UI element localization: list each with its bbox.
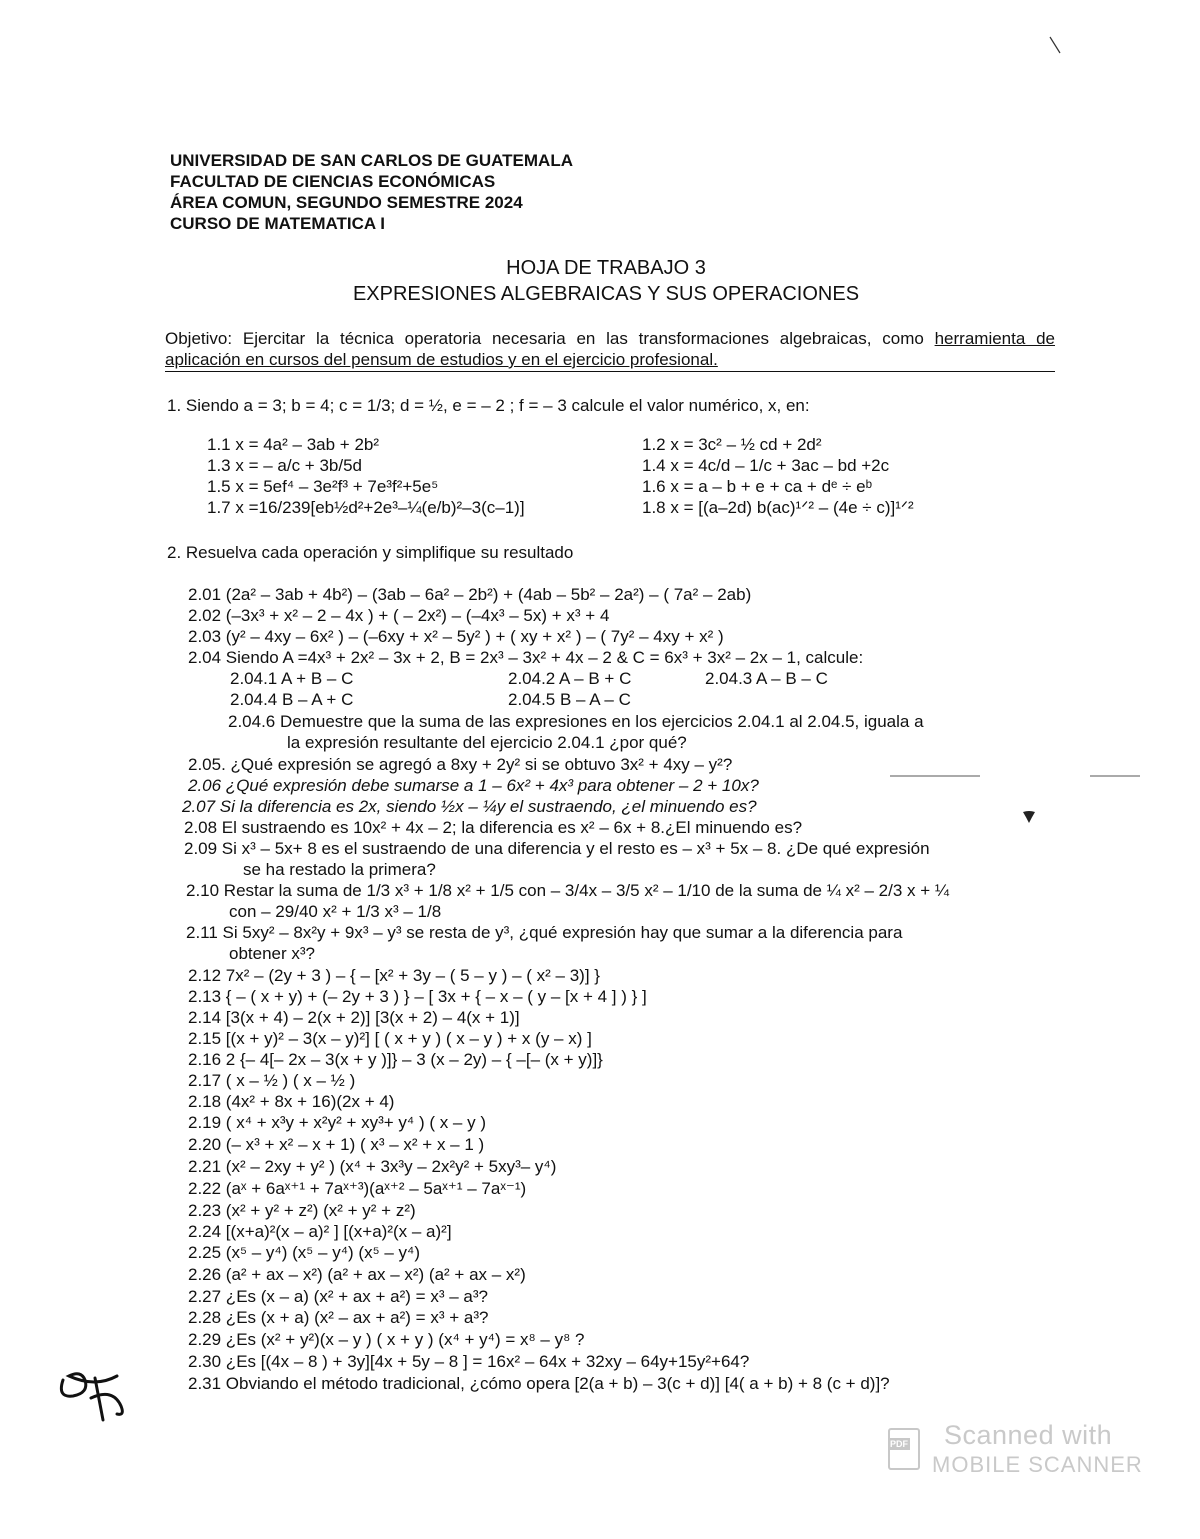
exercise-2-28: 2.28 ¿Es (x + a) (x² – ax + a²) = x³ + a³?: [188, 1308, 489, 1327]
exercise-2-01: 2.01 (2a² – 3ab + 4b²) – (3ab – 6a² – 2b²) + (4ab – 5b² – 2a²) – ( 7a² – 2ab): [188, 585, 752, 604]
exercise-2-04-1: 2.04.1 A + B – C: [230, 669, 354, 688]
exercise-2-30: 2.30 ¿Es [(4x – 8 ) + 3y][4x + 5y – 8 ] = 16x² – 64x + 32xy – 64y+15y²+64?: [188, 1352, 750, 1371]
pdf-icon: [888, 1428, 920, 1470]
exercise-2-04-5: 2.04.5 B – A – C: [508, 690, 631, 709]
exercise-2-11-cont: obtener x³?: [229, 944, 315, 963]
exercise-1-6: 1.6 x = a – b + e + ca + dᵉ ÷ eᵇ: [642, 477, 872, 496]
exercise-1-7: 1.7 x =16/239[eb½d²+2e³–¼(e/b)²–3(c–1)]: [207, 498, 525, 517]
exercise-2-24: 2.24 [(x+a)²(x – a)² ] [(x+a)²(x – a)²]: [188, 1222, 452, 1241]
worksheet-subtitle: EXPRESIONES ALGEBRAICAS Y SUS OPERACIONES: [352, 283, 860, 305]
exercise-2-11: 2.11 Si 5xy² – 8x²y + 9x³ – y³ se resta de y³, ¿qué expresión hay que sumar a la diferencia para: [186, 923, 903, 942]
exercise-2-09: 2.09 Si x³ – 5x+ 8 es el sustraendo de una diferencia y el resto es – x³ + 5x – 8. ¿De qué expresión: [184, 839, 930, 858]
ink-blot-icon: [1020, 808, 1038, 826]
exercise-2-04-6: 2.04.6 Demuestre que la suma de las expresiones en los ejercicios 2.04.1 al 2.04.5, iguala a: [228, 712, 924, 731]
exercise-1-1: 1.1 x = 4a² – 3ab + 2b²: [207, 435, 380, 454]
exercise-2-04-4: 2.04.4 B – A + C: [230, 690, 354, 709]
scan-mark: [1048, 35, 1064, 57]
exercise-1-4: 1.4 x = 4c/d – 1/c + 3ac – bd +2c: [642, 456, 890, 475]
scanner-watermark: [888, 1418, 1148, 1480]
list-item-row: [207, 497, 914, 518]
list-item-row: [207, 476, 872, 497]
exercise-1-2: 1.2 x = 3c² – ½ cd + 2d²: [642, 435, 822, 454]
exercise-2-04-3: 2.04.3 A – B – C: [705, 669, 828, 688]
exercise-2-16: 2.16 2 {– 4[– 2x – 3(x + y )]} – 3 (x – 2y) – { –[– (x + y)]}: [188, 1050, 603, 1069]
faculty-name: FACULTAD DE CIENCIAS ECONÓMICAS: [170, 172, 496, 191]
question-2-intro: 2. Resuelva cada operación y simplifique su resultado: [167, 543, 574, 562]
exercise-1-3: 1.3 x = – a/c + 3b/5d: [207, 456, 363, 475]
exercise-2-22: 2.22 (aˣ + 6aˣ⁺¹ + 7aˣ⁺³)(aˣ⁺² – 5aˣ⁺¹ – 7aˣ⁻¹): [188, 1179, 527, 1198]
exercise-2-10: 2.10 Restar la suma de 1/3 x³ + 1/8 x² + 1/5 con – 3/4x – 3/5 x² – 1/10 de la suma de ¼ x² – 2/3 x + ¼: [186, 881, 950, 900]
exercise-2-12: 2.12 7x² – (2y + 3 ) – { – [x² + 3y – ( 5 – y ) – ( x² – 3)] }: [188, 966, 600, 985]
watermark-line2: MOBILE SCANNER: [932, 1452, 1143, 1477]
exercise-2-26: 2.26 (a² + ax – x²) (a² + ax – x²) (a² + ax – x²): [188, 1265, 526, 1284]
exercise-2-23: 2.23 (x² + y² + z²) (x² + y² + z²): [188, 1201, 416, 1220]
scan-line-mark: [1090, 772, 1150, 780]
exercise-2-18: 2.18 (4x² + 8x + 16)(2x + 4): [188, 1092, 395, 1111]
list-item-row: [207, 434, 822, 455]
worksheet-title: HOJA DE TRABAJO 3: [506, 257, 706, 279]
exercise-2-04-6-cont: la expresión resultante del ejercicio 2.04.1 ¿por qué?: [287, 733, 687, 752]
exercise-2-04: 2.04 Siendo A =4x³ + 2x² – 3x + 2, B = 2x³ – 3x² + 4x – 2 & C = 6x³ + 3x² – 2x – 1, calcule:: [188, 648, 864, 667]
scan-line-mark: [890, 772, 985, 780]
exercise-2-07: 2.07 Si la diferencia es 2x, siendo ½x – ¼y el sustraendo, ¿el minuendo es?: [182, 797, 757, 816]
institution-header: [170, 150, 573, 234]
university-name: UNIVERSIDAD DE SAN CARLOS DE GUATEMALA: [170, 151, 573, 170]
exercise-1-5: 1.5 x = 5ef⁴ – 3e²f³ + 7e³f²+5e⁵: [207, 477, 439, 496]
course-name: CURSO DE MATEMATICA I: [170, 214, 386, 233]
exercise-2-10-cont: con – 29/40 x² + 1/3 x³ – 1/8: [229, 902, 442, 921]
exercise-2-08: 2.08 El sustraendo es 10x² + 4x – 2; la diferencia es x² – 6x + 8.¿El minuendo es?: [184, 818, 803, 837]
exercise-2-02: 2.02 (–3x³ + x² – 2 – 4x ) + ( – 2x²) – (–4x³ – 5x) + x³ + 4: [188, 606, 610, 625]
signature-icon: [55, 1358, 145, 1428]
exercise-2-03: 2.03 (y² – 4xy – 6x² ) – (–6xy + x² – 5y² ) + ( xy + x² ) – ( 7y² – 4xy + x² ): [188, 627, 724, 646]
watermark-line1: Scanned with: [944, 1420, 1113, 1450]
exercise-2-25: 2.25 (x⁵ – y⁴) (x⁵ – y⁴) (x⁵ – y⁴): [188, 1243, 420, 1262]
exercise-2-14: 2.14 [3(x + 4) – 2(x + 2)] [3(x + 2) – 4(x + 1)]: [188, 1008, 520, 1027]
exercise-1-8: 1.8 x = [(a–2d) b(ac)¹ᐟ² – (4e ÷ c)]¹ᐟ²: [642, 498, 914, 517]
list-item-row: [207, 455, 890, 476]
exercise-2-04-2: 2.04.2 A – B + C: [508, 669, 632, 688]
exercise-2-15: 2.15 [(x + y)² – 3(x – y)²] [ ( x + y ) ( x – y ) + x (y – x) ]: [188, 1029, 592, 1048]
exercise-2-13: 2.13 { – ( x + y) + (– 2y + 3 ) } – [ 3x + { – x – ( y – [x + 4 ] ) } ]: [188, 987, 647, 1006]
question-1-items: [207, 434, 914, 518]
exercise-2-20: 2.20 (– x³ + x² – x + 1) ( x³ – x² + x – 1 ): [188, 1135, 485, 1154]
objective-paragraph: [165, 328, 1055, 372]
exercise-2-27: 2.27 ¿Es (x – a) (x² + ax + a²) = x³ – a³?: [188, 1287, 488, 1306]
exercise-2-21: 2.21 (x² – 2xy + y² ) (x⁴ + 3x³y – 2x²y² + 5xy³– y⁴): [188, 1157, 557, 1176]
exercise-2-31: 2.31 Obviando el método tradicional, ¿cómo opera [2(a + b) – 3(c + d)] [4( a + b) + 8 (c + d)]?: [188, 1374, 890, 1393]
exercise-2-05: 2.05. ¿Qué expresión se agregó a 8xy + 2y² si se obtuvo 3x² + 4xy – y²?: [188, 755, 733, 774]
exercise-2-06: 2.06 ¿Qué expresión debe sumarse a 1 – 6x² + 4x³ para obtener – 2 + 10x?: [188, 776, 759, 795]
exercise-2-09-cont: se ha restado la primera?: [243, 860, 436, 879]
area-semester: ÁREA COMUN, SEGUNDO SEMESTRE 2024: [170, 193, 523, 212]
exercise-2-29: 2.29 ¿Es (x² + y²)(x – y ) ( x + y ) (x⁴ + y⁴) = x⁸ – y⁸ ?: [188, 1330, 585, 1349]
objective-text: Objetivo: Ejercitar la técnica operatoria necesaria en las transformaciones algebraicas, como: [165, 329, 924, 348]
question-1-intro: 1. Siendo a = 3; b = 4; c = 1/3; d = ½, e = – 2 ; f = – 3 calcule el valor numérico, x, en:: [167, 396, 810, 415]
exercise-2-17: 2.17 ( x – ½ ) ( x – ½ ): [188, 1071, 356, 1090]
objective-text-underlined: herramienta de aplicación en cursos del pensum de estudios y en el ejercicio profesional.: [165, 329, 1055, 369]
exercise-2-19: 2.19 ( x⁴ + x³y + x²y² + xy³+ y⁴ ) ( x – y ): [188, 1113, 486, 1132]
pdf-label: PDF: [890, 1439, 908, 1449]
